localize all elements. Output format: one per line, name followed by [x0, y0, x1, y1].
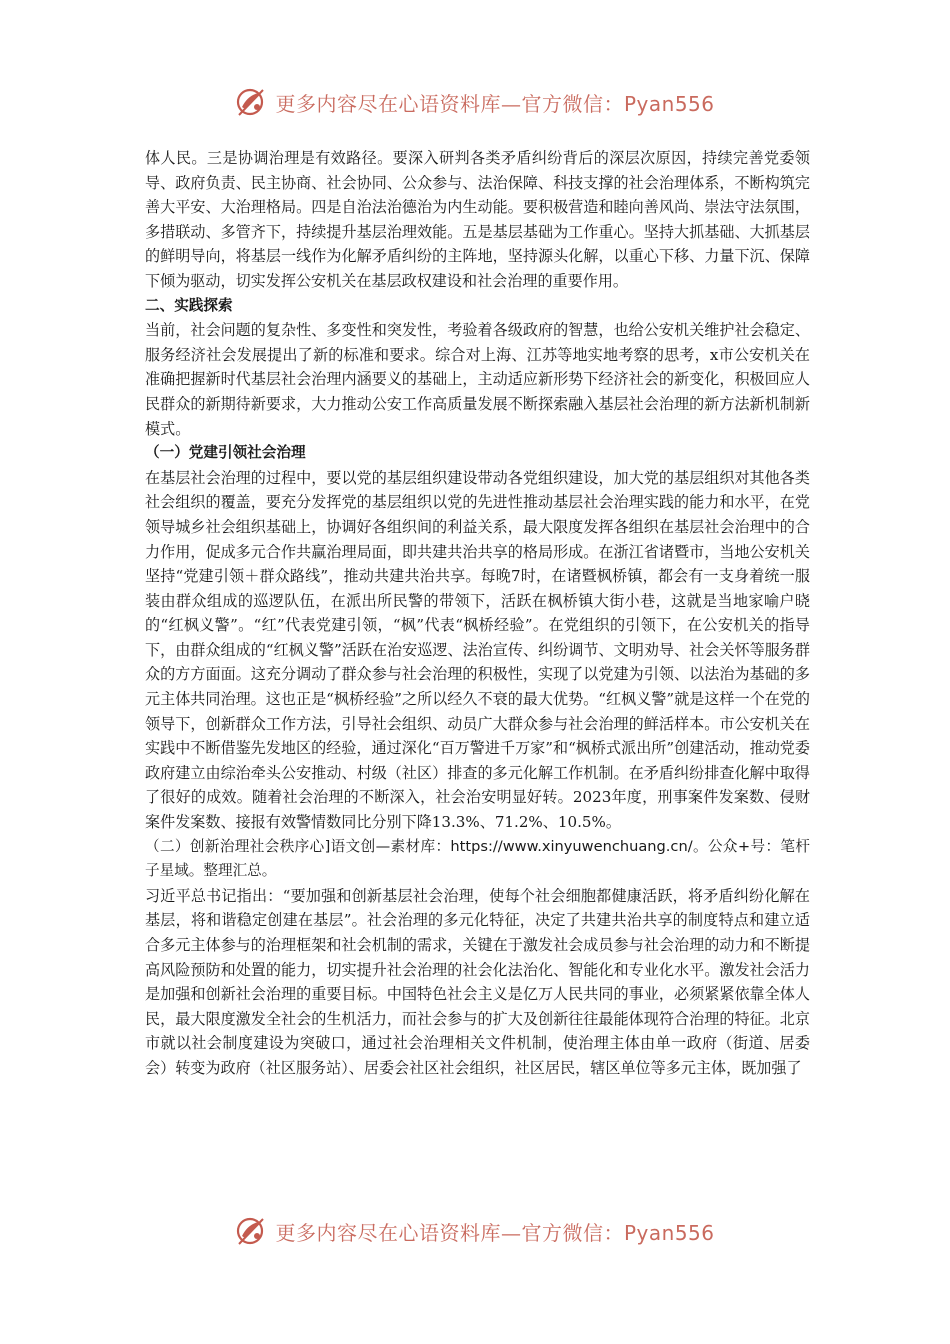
pen-logo-icon [235, 85, 269, 119]
paragraph-1: 体人民。三是协调治理是有效路径。要深入研判各类矛盾纠纷背后的深层次原因，持续完善党委领导、政府负责、民主协商、社会协同、公众参与、法治保障、科技支撑的社会治理体系，不断构筑完善大平安、大治理格局。四是自治法治德治为内生动能。要积极营造和睦向善风尚、崇法守法氛围，多措联动、多管齐下，持续提升基层治理效能。五是基层基础为工作重心。坚持大抓基础、大抓基层的鲜明导向，将基层一线作为化解矛盾纠纷的主阵地，坚持源头化解，以重心下移、力量下沉、保障下倾为驱动，切实发挥公安机关在基层政权建设和社会治理的重要作用。 [145, 149, 810, 290]
wechat-id: Pyan556 [623, 91, 715, 116]
document-body [145, 146, 810, 1081]
paragraph-2: 当前，社会问题的复杂性、多变性和突发性，考验着各级政府的智慧，也给公安机关维护社会稳定、服务经济社会发展提出了新的标准和要求。综合对上海、江苏等地实地考察的思考，x市公安机关在准确把握新时代基层社会治理内涵要义的基础上，主动适应新形势下经济社会的新变化，积极回应人民群众的新期待新要求，大力推动公安工作高质量发展不断探索融入基层社会治理的新方法新机制新模式。 [145, 321, 810, 438]
footer-banner [0, 1211, 950, 1251]
banner-text: 更多内容尽在心语资料库—官方微信：Pyan556 [275, 91, 715, 116]
banner-text: 更多内容尽在心语资料库—官方微信：Pyan556 [275, 1220, 715, 1245]
wechat-id: Pyan556 [623, 1220, 715, 1245]
pen-logo-icon [235, 1214, 269, 1248]
header-banner [0, 82, 950, 122]
subheading-2: （二）创新治理社会秩序心]语文创—素材库：https://www.xinyuwenchuang.cn/。公众+号：笔杆子星域。整理汇总。 [145, 837, 810, 880]
subheading-1: （一）党建引领社会治理 [145, 444, 306, 462]
paragraph-3: 在基层社会治理的过程中，要以党的基层组织建设带动各党组织建设，加大党的基层组织对其他各类社会组织的覆盖，要充分发挥党的基层组织以党的先进性推动基层社会治理实践的能力和水平，在党领导城乡社会组织基础上，协调好各组织间的利益关系，最大限度发挥各组织在基层社会治理中的合力作用，促成多元合作共赢治理局面，即共建共治共享的格局形成。在浙江省诸暨市，当地公安机关坚持“党建引领＋群众路线”，推动共建共治共享。每晚7时，在诸暨枫桥镇，都会有一支身着统一服装由群众组成的巡逻队伍，在派出所民警的带领下，活跃在枫桥镇大街小巷，这就是当地家喻户晓的“红枫义警”。“红”代表党建引领，“枫”代表“枫桥经验”。在党组织的引领下，在公安机关的指导下，由群众组成的“红枫义警”活跃在治安巡逻、法治宣传、纠纷调节、文明劝导、社会关怀等服务群众的方方面面。这充分调动了群众参与社会治理的积极性，实现了以党建为引领、以法治为基础的多元主体共同治理。这也正是“枫桥经验”之所以经久不衰的最大优势。“红枫义警”就是这样一个在党的领导下，创新群众工作方法，引导社会组织、动员广大群众参与社会治理的鲜活样本。市公安机关在实践中不断借鉴先发地区的经验，通过深化“百万警进千万家”和“枫桥式派出所”创建活动，推动党委政府建立由综治牵头公安推动、村级（社区）排查的多元化解工作机制。在矛盾纠纷排查化解中取得了很好的成效。随着社会治理的不断深入，社会治安明显好转。2023年度，刑事案件发案数、侵财案件发案数、接报有效警情数同比分别下降13.3%、71.2%、10.5%。 [145, 468, 810, 832]
section-heading-2: 二、实践探索 [145, 296, 233, 314]
paragraph-4: 习近平总书记指出：“要加强和创新基层社会治理，使每个社会细胞都健康活跃，将矛盾纠纷化解在基层，将和谐稳定创建在基层”。社会治理的多元化特征，决定了共建共治共享的制度特点和建立适合多元主体参与的治理框架和社会机制的需求，关键在于激发社会成员参与社会治理的动力和不断提高风险预防和处置的能力，切实提升社会治理的社会化法治化、智能化和专业化水平。激发社会活力是加强和创新社会治理的重要目标。中国特色社会主义是亿万人民共同的事业，必须紧紧依靠全体人民，最大限度激发全社会的生机活力，而社会参与的扩大及创新往往最能体现符合治理的特征。北京市就以社会制度建设为突破口，通过社会治理相关文件机制，使治理主体由单一政府（街道、居委会）转变为政府（社区服务站）、居委会社区社会组织，社区居民，辖区单位等多元主体，既加强了 [145, 886, 810, 1077]
